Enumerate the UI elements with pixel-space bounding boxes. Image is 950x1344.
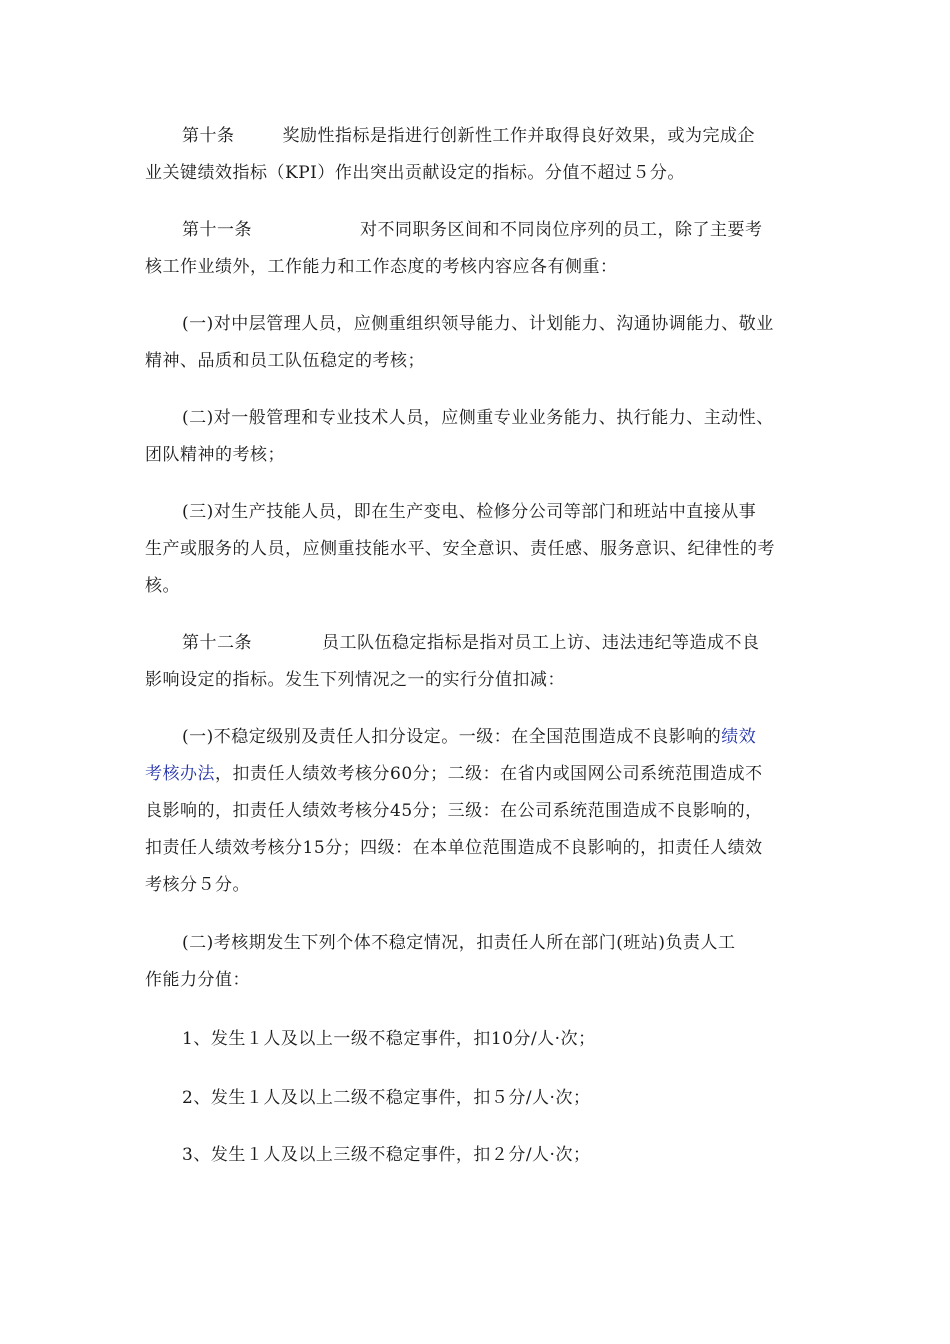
article-12-text-line2: 影响设定的指标。发生下列情况之一的实行分值扣减： [145, 670, 565, 690]
performance-link-part2[interactable]: 考核办法 [145, 764, 215, 784]
article-11-heading: 第十一条 [182, 220, 252, 240]
article-10-text-line1: 奖励性指标是指进行创新性工作并取得良好效果，或为完成企 [282, 126, 755, 146]
deduction-list-item-3: 3、发生１人及以上三级不稳定事件，扣２分/人·次； [182, 1145, 591, 1165]
deduction-list-item-1: 1、发生１人及以上一级不稳定事件，扣10分/人·次； [182, 1029, 596, 1049]
article-11-item-1 [145, 306, 815, 380]
article-12-text-line1: 员工队伍稳定指标是指对员工上访、违法违纪等造成不良 [322, 633, 760, 653]
item-line2: ，扣责任人绩效考核分60分；二级：在省内或国网公司系统范围造成不 [215, 764, 763, 784]
article-10-text-line2: 业关键绩效指标（KPI）作出突出贡献设定的指标。分值不超过５分。 [145, 163, 685, 183]
article-11-text-line2: 核工作业绩外，工作能力和工作态度的考核内容应各有侧重： [145, 257, 618, 277]
article-12 [145, 625, 815, 699]
article-11 [145, 212, 815, 286]
item-line2: 团队精神的考核； [145, 445, 285, 465]
item-line3: 核。 [145, 576, 180, 596]
deduction-list-item-2: 2、发生１人及以上二级不稳定事件，扣５分/人·次； [182, 1088, 591, 1108]
article-12-item-2 [145, 925, 815, 999]
item-line1: (一)不稳定级别及责任人扣分设定。一级：在全国范围造成不良影响的 [182, 727, 722, 747]
item-line2: 生产或服务的人员，应侧重技能水平、安全意识、责任感、服务意识、纪律性的考 [145, 539, 775, 559]
article-10-heading: 第十条 [182, 126, 235, 146]
item-line1: (二)对一般管理和专业技术人员，应侧重专业业务能力、执行能力、主动性、 [182, 408, 774, 428]
item-line2: 精神、品质和员工队伍稳定的考核； [145, 351, 425, 371]
article-12-heading: 第十二条 [182, 633, 252, 653]
item-line1: (一)对中层管理人员，应侧重组织领导能力、计划能力、沟通协调能力、敬业 [182, 314, 774, 334]
item-line5: 考核分５分。 [145, 875, 250, 895]
item-line4: 扣责任人绩效考核分15分；四级：在本单位范围造成不良影响的，扣责任人绩效 [145, 838, 763, 858]
item-line1: (二)考核期发生下列个体不稳定情况，扣责任人所在部门(班站)负责人工 [182, 933, 736, 953]
article-10 [145, 118, 815, 192]
article-11-item-3 [145, 494, 815, 605]
article-11-item-2 [145, 400, 815, 474]
article-11-text-line1: 对不同职务区间和不同岗位序列的员工，除了主要考 [360, 220, 763, 240]
article-12-item-1 [145, 719, 815, 904]
item-line2: 作能力分值： [145, 970, 250, 990]
item-line3: 良影响的，扣责任人绩效考核分45分；三级：在公司系统范围造成不良影响的， [145, 801, 763, 821]
item-line1: (三)对生产技能人员，即在生产变电、检修分公司等部门和班站中直接从事 [182, 502, 757, 522]
performance-link-part1[interactable]: 绩效 [721, 727, 757, 747]
